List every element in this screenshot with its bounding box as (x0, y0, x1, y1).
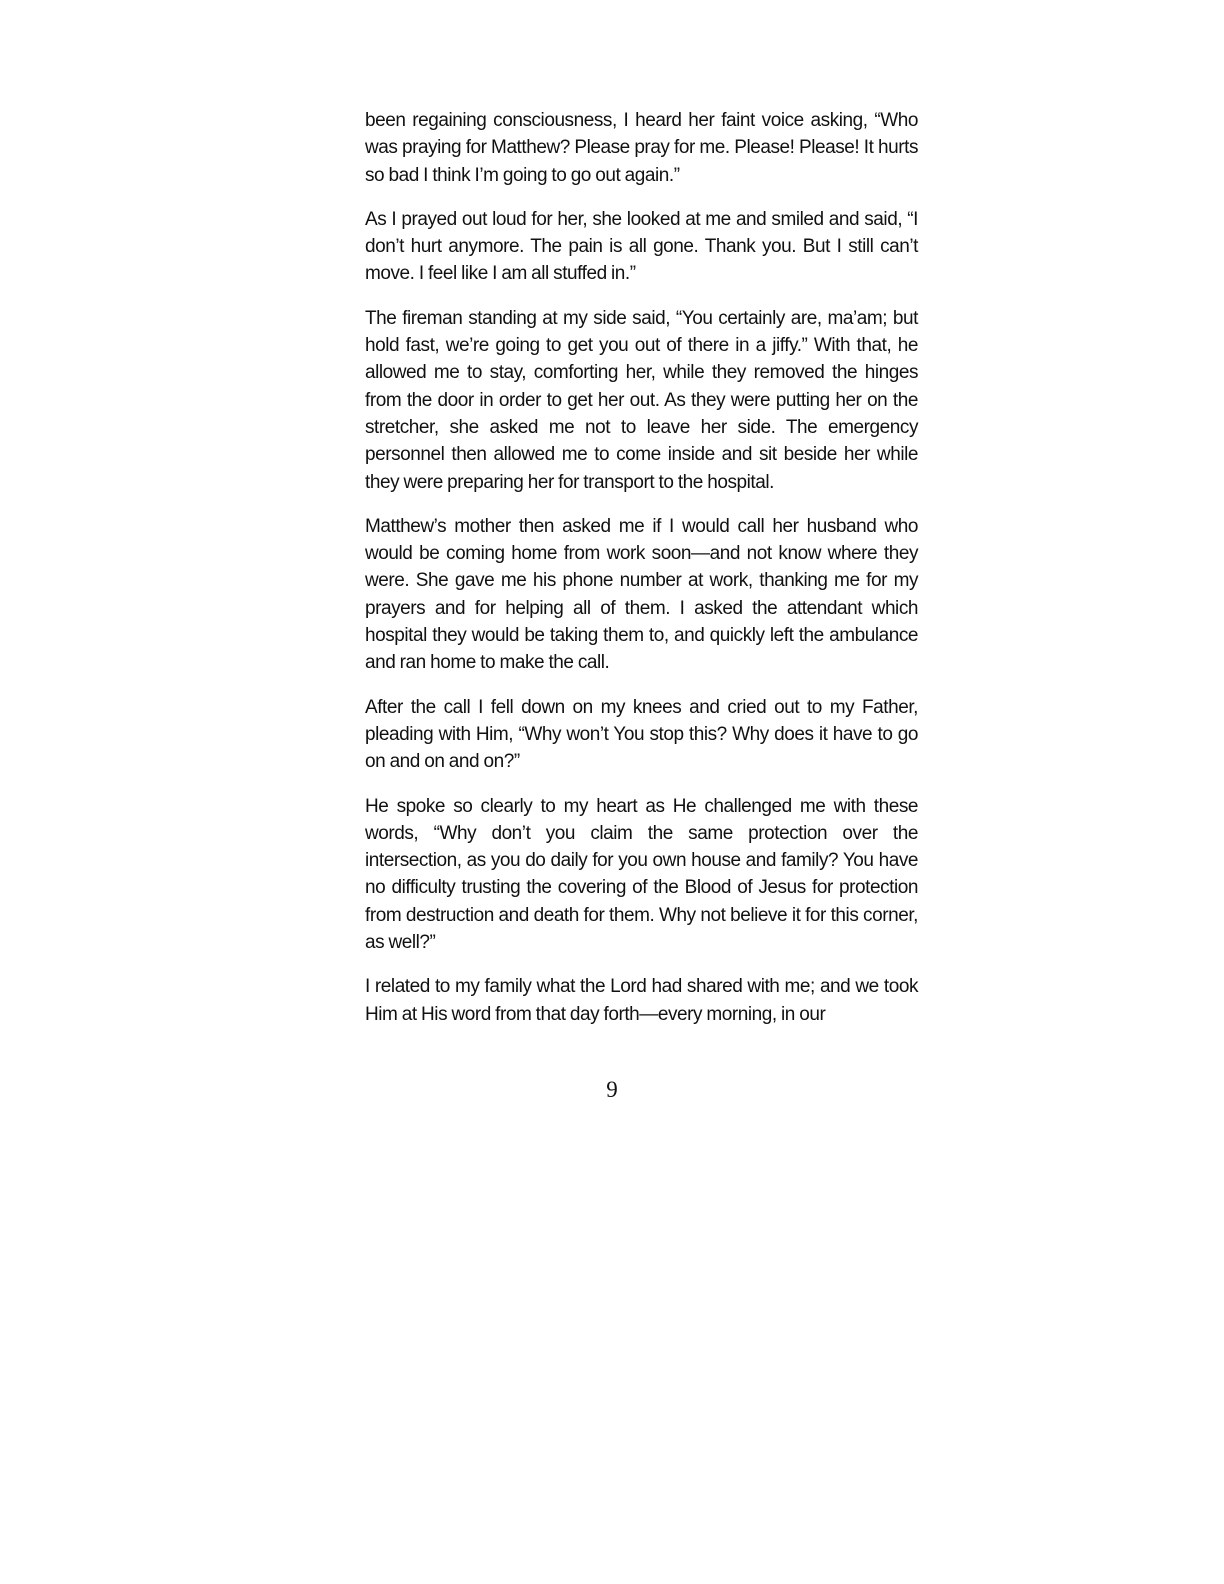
paragraph-1: been regaining consciousness, I heard her faint voice asking, “Who was praying for Matthew? Please pray for me. Please! Please! It hurts so bad I think I’m going to go out again.” (365, 110, 918, 186)
paragraph-5: After the call I fell down on my knees and cried out to my Father, pleading with Him, “Why won’t You stop this? Why does it have to go on and on and on?” (365, 696, 918, 773)
page-number: 9 (606, 1077, 618, 1102)
paragraph-3: The fireman standing at my side said, “You certainly are, ma’am; but hold fast, we’re going to get you out of there in a jiffy.” With that, he allowed me to stay, comforting her, while they removed the hinges from the door in order to get her out. As they were putting her on the stretcher, she asked me not to leave her side. The emergency personnel then allowed me to come inside and sit beside her while they were preparing her for transport to the hospital. (365, 307, 918, 493)
paragraph-2: As I prayed out loud for her, she looked at me and smiled and said, “I don’t hurt anymore. The pain is all gone. Thank you. But I still can’t move. I feel like I am all stuffed in.” (365, 208, 918, 285)
paragraph-6: He spoke so clearly to my heart as He challenged me with these words, “Why don’t you claim the same protection over the intersection, as you do daily for you own house and family? You have no difficulty trusting the covering of the Blood of Jesus for protection from destruction and death for them. Why not believe it for this corner, as well?” (365, 795, 918, 954)
paragraph-4: Matthew’s mother then asked me if I would call her husband who would be coming home from work soon—and not know where they were. She gave me his phone number at work, thanking me for my prayers and for helping all of them. I asked the attendant which hospital they would be taking them to, and quickly left the ambulance and ran home to make the call. (365, 515, 918, 674)
body-text (365, 107, 918, 1045)
paragraph-7: I related to my family what the Lord had shared with me; and we took Him at His word from that day forth—every morning, in our (365, 976, 918, 1025)
